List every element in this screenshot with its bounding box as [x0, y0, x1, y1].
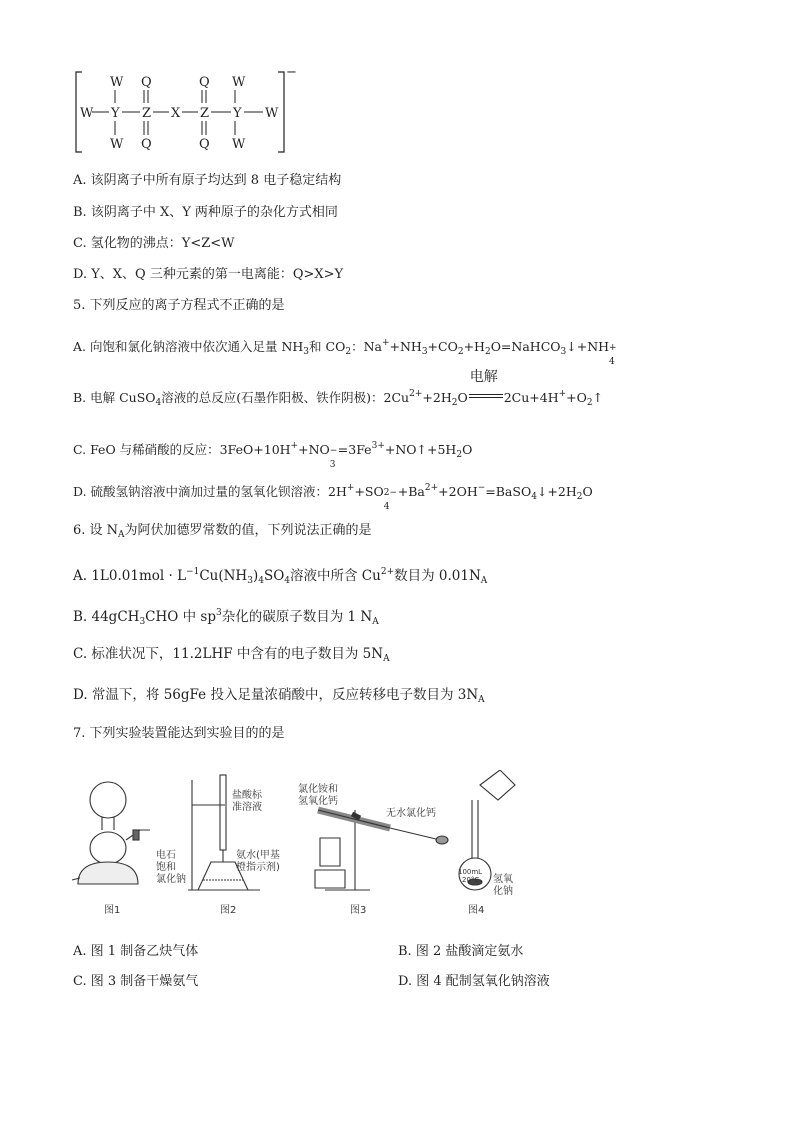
q5d-text-3: +Ba: [397, 484, 425, 499]
atom-z-left: Z: [142, 106, 152, 121]
q5d-sub-1: 4: [383, 502, 390, 512]
q5c-text-5: O: [462, 442, 473, 457]
atom-w-bottom-2: W: [232, 137, 246, 152]
q5a-text-1: A. 向饱和氯化钠溶液中依次通入足量 NH: [73, 339, 304, 354]
q6c-sub: A: [383, 654, 390, 664]
q5a-text-5: +CO: [427, 339, 458, 354]
q6a-text-2: Cu(NH: [199, 568, 248, 584]
q7-option-c: C. 图 3 制备干燥氨气: [73, 974, 199, 989]
q4-option-a: A. 该阴离子中所有原子均达到 8 电子稳定结构: [73, 173, 342, 188]
atom-y-left: Y: [111, 106, 120, 121]
q6-stem-post: 为阿伏加德罗常数的值，下列说法正确的是: [124, 523, 372, 538]
q5c-text-4: +NO↑+5H: [384, 442, 457, 457]
q5a-sup-2: +: [609, 343, 617, 353]
q5d-sup-3: 2+: [424, 483, 439, 493]
q5d-text-4: +2OH: [438, 484, 478, 499]
q5d-sup-1: +: [346, 483, 355, 493]
atom-z-right: Z: [200, 106, 210, 121]
fig1-label-3: 氯化钠: [156, 874, 186, 885]
q6-stem-sub: A: [118, 530, 125, 540]
atom-w-bottom-1: W: [110, 137, 124, 152]
q5-option-c: [73, 437, 473, 470]
q5b-sup-1: 2+: [409, 389, 423, 399]
fig1-top-bulb: [90, 782, 126, 818]
q6a-sub-1: 3: [247, 576, 253, 586]
q5c-sup-1: +: [290, 441, 299, 451]
q5a-sub-7: 4: [609, 357, 615, 367]
q5b-condition-label: 电解: [469, 369, 498, 385]
q7-option-a: A. 图 1 制备乙炔气体: [73, 944, 199, 959]
q5b-text-1: B. 电解 CuSO: [73, 390, 156, 405]
q5d-sub-3: 2: [576, 492, 583, 502]
q5d-sup-2: 2−: [383, 488, 398, 498]
q6a-text-4: SO: [263, 568, 285, 584]
q5b-text-5: 2Cu+4H: [503, 390, 559, 405]
fig4-label-2: 20°C: [462, 876, 480, 884]
q6b-sub-1: 3: [139, 617, 146, 627]
fig4-label-3: 氢氧: [493, 874, 513, 885]
fig1-label-2: 饱和: [156, 862, 176, 873]
atom-w-top-1: W: [110, 75, 124, 90]
q6a-sub-2: 4: [258, 576, 264, 586]
structure-svg: [72, 66, 302, 158]
q5d-text-5: =BaSO: [485, 484, 532, 499]
fig2-label-4: 橙指示剂): [236, 862, 280, 873]
fig2-label-3: 氨水(甲基: [236, 850, 280, 861]
q6a-sup-2: 2+: [380, 567, 395, 577]
q5a-sub-1: 3: [303, 347, 310, 357]
q5b-text-4: O: [457, 390, 468, 405]
fig1-caption: 图1: [104, 905, 121, 916]
q6-stem-pre: 6. 设 N: [73, 523, 119, 538]
q5b-sup-2: +: [558, 389, 567, 399]
fig4-label-1: 100mL: [458, 868, 483, 876]
q7-option-d: D. 图 4 配制氢氧化钠溶液: [398, 974, 550, 989]
q6b-text-1: B. 44gCH: [73, 609, 140, 625]
q5d-text-2: +SO: [354, 484, 384, 499]
fig2-caption: 图2: [220, 905, 237, 916]
apparatus-svg: [70, 770, 520, 920]
q5b-text-3: +2H: [422, 390, 452, 405]
q6a-text-1: A. 1L0.01mol · L: [73, 568, 187, 584]
q5d-sub-2: 4: [531, 492, 537, 502]
q5a-sub-6: 3: [560, 347, 567, 357]
q6a-text-3: ): [252, 568, 259, 584]
q6-option-d: [73, 686, 485, 709]
q7-apparatus-figures: [70, 770, 520, 920]
q5d-text-1: D. 硫酸氢钠溶液中滴加过量的氢氧化钡溶液：2H: [73, 484, 347, 499]
q5b-sub-1: 4: [155, 398, 162, 408]
fig3-caption: 图3: [350, 905, 367, 916]
q5b-sub-2: 2: [451, 398, 458, 408]
q5b-text-6: +O: [566, 390, 587, 405]
q6b-sup-1: 3: [216, 608, 222, 618]
q5-option-a: [73, 334, 617, 367]
q5-stem: 5. 下列反应的离子方程式不正确的是: [73, 298, 285, 313]
q5d-text-6: ↓+2H: [536, 484, 577, 499]
q4-option-b: B. 该阴离子中 X、Y 两种原子的杂化方式相同: [73, 205, 338, 220]
q5a-sub-4: 2: [457, 347, 464, 357]
fig2-label-1: 盐酸标: [232, 790, 262, 801]
q5c-text-1: C. FeO 与稀硝酸的反应：3FeO+10H: [73, 442, 291, 457]
fig4-caption: 图4: [468, 905, 485, 916]
q5d-text-7: O: [582, 484, 593, 499]
atom-y-right: Y: [233, 106, 242, 121]
q5b-electrolysis-condition: [469, 369, 503, 402]
q5a-text-7: O=NaHCO: [490, 339, 561, 354]
q6-stem: [73, 522, 372, 544]
q6-option-a: [73, 563, 487, 590]
q6a-sub-4: A: [480, 576, 488, 586]
q6d-text: D. 常温下，将 56gFe 投入足量浓硝酸中，反应转移电子数目为 3N: [73, 687, 479, 703]
q5a-sub-2: 2: [345, 347, 352, 357]
charge-label: −: [286, 66, 297, 80]
atom-w-top-2: W: [232, 75, 246, 90]
q5c-sub-1: 3: [329, 460, 336, 470]
q5a-text-2: 和 CO: [309, 339, 346, 354]
q5b-sub-3: 2: [586, 398, 593, 408]
q5a-text-6: +H: [463, 339, 485, 354]
q5b-text-7: ↑: [592, 390, 604, 405]
q5c-text-2: +NO: [298, 442, 330, 457]
atom-q-top-1: Q: [141, 75, 152, 90]
q5-option-d: [73, 479, 593, 512]
q7-option-b: B. 图 2 盐酸滴定氨水: [398, 944, 524, 959]
q5-option-b: [73, 369, 604, 412]
atom-x: X: [171, 106, 181, 121]
q6a-sup-1: −1: [186, 567, 200, 577]
fig4-label-4: 化钠: [493, 886, 513, 897]
fig3-label-3: 无水氯化钙: [386, 808, 436, 819]
q5a-sup-1: +: [381, 338, 390, 348]
q6b-sub-2: A: [372, 617, 379, 627]
q6-option-b: [73, 604, 379, 631]
fig1-label-1: 电石: [156, 850, 176, 861]
anion-structure-diagram: [72, 66, 302, 158]
q5a-text-4: +NH: [389, 339, 422, 354]
atom-q-bottom-2: Q: [199, 137, 210, 152]
q5a-text-8: ↓+NH: [566, 339, 610, 354]
q5b-text-2: 溶液的总反应(石墨作阳极、铁作阴极)：2Cu: [161, 390, 410, 405]
q5d-sup-4: −: [477, 483, 486, 493]
atom-w-right: W: [265, 106, 279, 121]
q5c-sub-2: 2: [456, 450, 463, 460]
q6a-text-6: 数目为 0.01N: [394, 568, 481, 584]
q6b-text-2: CHO 中 sp: [145, 609, 216, 625]
q6b-text-3: 杂化的碳原子数目为 1 N: [221, 609, 373, 625]
q5a-sub-5: 2: [484, 347, 491, 357]
q5c-text-3: =3Fe: [337, 442, 372, 457]
q5c-sup-2: −: [329, 446, 338, 456]
q6c-text: C. 标准状况下，11.2LHF 中含有的电子数目为 5N: [73, 646, 384, 662]
q5a-sub-3: 3: [421, 347, 428, 357]
q4-option-c: C. 氢化物的沸点：Y<Z<W: [73, 236, 235, 251]
q6-option-c: [73, 645, 390, 668]
atom-q-bottom-1: Q: [141, 137, 152, 152]
atom-w-left: W: [80, 106, 94, 121]
q6a-text-5: 溶液中所含 Cu: [290, 568, 381, 584]
fig3-label-2: 氢氧化钙: [298, 796, 338, 807]
q4-option-d: D. Y、X、Q 三种元素的第一电离能：Q>X>Y: [73, 267, 344, 282]
q6a-sub-3: 4: [284, 576, 291, 586]
q7-stem: 7. 下列实验装置能达到实验目的的是: [73, 726, 285, 741]
q5c-sup-3: 3+: [371, 441, 385, 451]
fig2-label-2: 准溶液: [232, 802, 262, 813]
atom-q-top-2: Q: [199, 75, 210, 90]
q6d-sub: A: [478, 695, 485, 705]
q5a-text-3: ：Na: [351, 339, 382, 354]
fig3-label-1: 氯化铵和: [298, 784, 338, 795]
